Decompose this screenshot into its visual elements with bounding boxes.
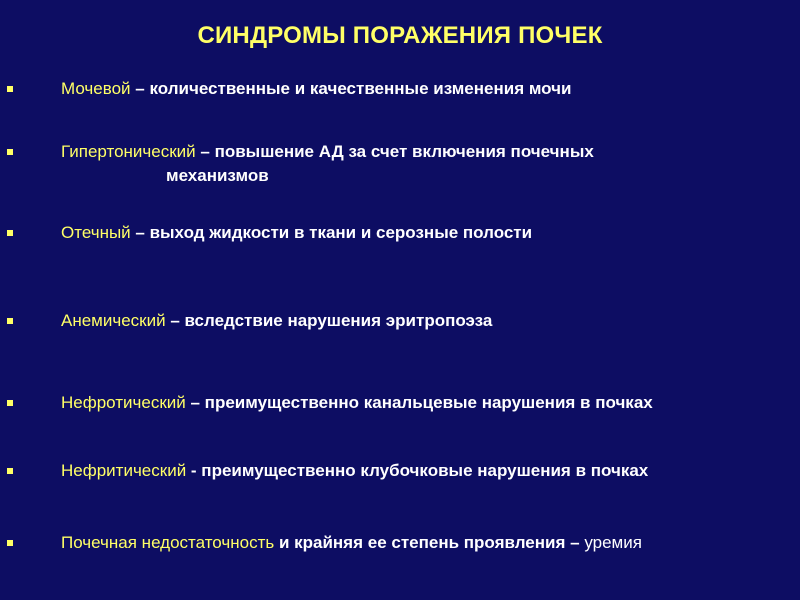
syndrome-term: Нефротический — [61, 393, 186, 412]
square-bullet-icon — [7, 468, 13, 474]
syndrome-term: Гипертонический — [61, 142, 196, 161]
list-item-renal-failure — [0, 532, 800, 556]
list-item-line — [61, 460, 648, 482]
list-item-urinary — [0, 78, 800, 102]
list-item-nephrotic — [0, 392, 800, 416]
square-bullet-icon — [7, 149, 13, 155]
syndrome-term: Почечная недостаточность — [61, 533, 275, 552]
syndrome-description: – выход жидкости в ткани и серозные полости — [130, 223, 533, 242]
syndrome-description: - преимущественно клубочковые нарушения в почках — [186, 461, 649, 480]
syndrome-description: – повышение АД за счет включения почечных — [195, 142, 594, 161]
slide-title: СИНДРОМЫ ПОРАЖЕНИЯ ПОЧЕК — [197, 22, 603, 49]
syndrome-term: Анемический — [61, 311, 166, 330]
syndrome-term-uremia: уремия — [584, 533, 642, 552]
syndrome-description: и крайняя ее степень проявления – — [274, 533, 585, 552]
syndrome-term: Нефритический — [61, 461, 187, 480]
square-bullet-icon — [7, 230, 13, 236]
list-item-line — [61, 392, 653, 414]
square-bullet-icon — [7, 540, 13, 546]
syndrome-term: Отечный — [61, 223, 131, 242]
syndrome-term: Мочевой — [61, 79, 131, 98]
list-item-line — [61, 78, 571, 100]
list-item-line — [61, 310, 492, 332]
syndrome-description-continued: механизмов — [166, 166, 269, 185]
syndrome-description: – вследствие нарушения эритропоэза — [165, 311, 493, 330]
list-item-line — [61, 141, 594, 163]
syndrome-description: – преимущественно канальцевые нарушения в почках — [185, 393, 653, 412]
list-item-line — [61, 222, 532, 244]
list-item-hypertensive — [0, 141, 800, 185]
list-item-anemic — [0, 310, 800, 334]
square-bullet-icon — [7, 86, 13, 92]
list-item-line — [61, 532, 642, 554]
square-bullet-icon — [7, 400, 13, 406]
list-item-edematous — [0, 222, 800, 246]
syndrome-description: – количественные и качественные изменения мочи — [130, 79, 572, 98]
square-bullet-icon — [7, 318, 13, 324]
list-item-nephritic — [0, 460, 800, 484]
